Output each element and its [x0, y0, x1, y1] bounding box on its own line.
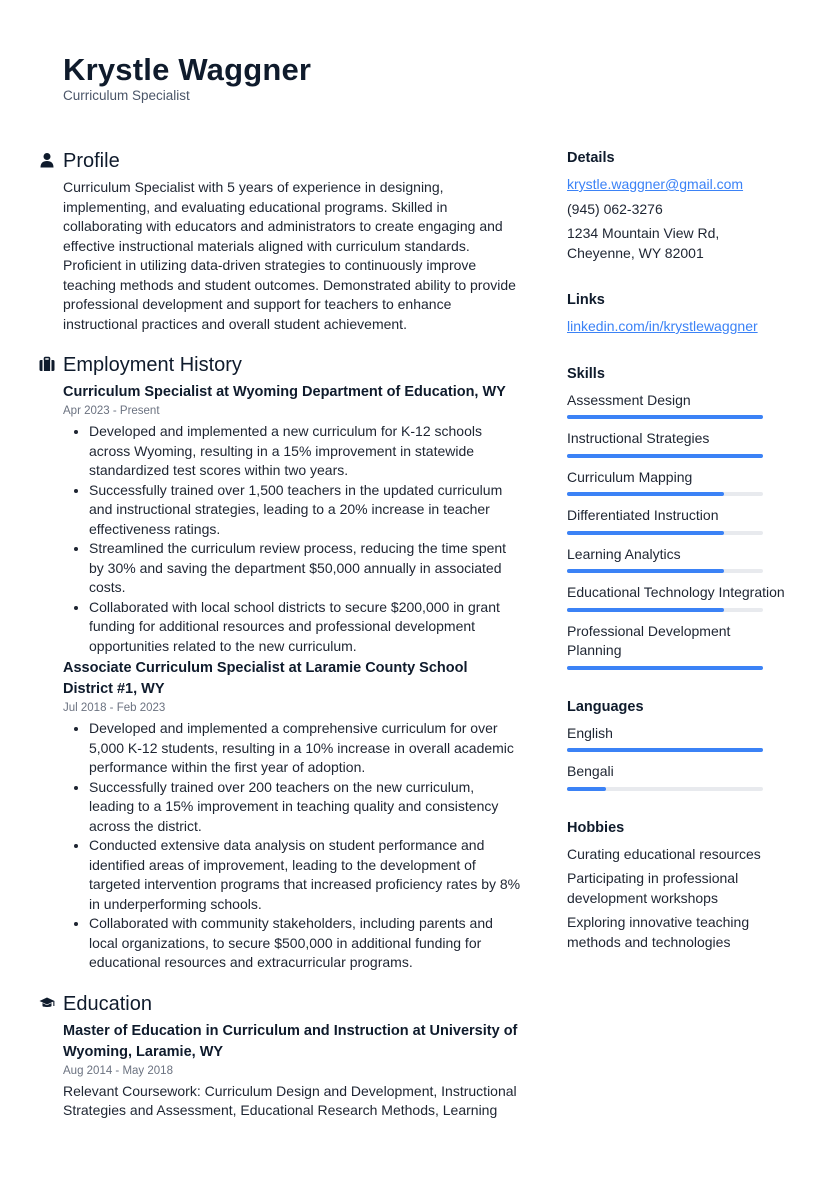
- education-section: [63, 991, 521, 1121]
- hobbies-heading: Hobbies: [567, 819, 625, 836]
- degree-title: Master of Education in Curriculum and Instruction at University of Wyoming, Laramie, WY: [63, 1022, 518, 1060]
- sidebar: [567, 147, 787, 978]
- skill-item-level-fill: [567, 608, 724, 612]
- job-entry: [63, 658, 521, 973]
- skills-block: [567, 363, 787, 670]
- briefcase-icon: [39, 356, 55, 372]
- person-icon: [39, 152, 55, 168]
- education-heading: Education: [63, 992, 152, 1015]
- skill-item: [567, 622, 787, 670]
- skill-item-level-fill: [567, 666, 763, 670]
- skill-item-level-bar: [567, 454, 763, 458]
- skill-item-name: Assessment Design: [567, 391, 691, 408]
- job-bullet: • Successfully trained over 200 teachers on the new curriculum, leading to a 15% improvement in teaching quality and consistency across the district.: [89, 778, 521, 837]
- job-bullet: • Successfully trained over 1,500 teachers in the updated curriculum and instructional strategies, leading to a 20% increase in teacher effectiveness ratings.: [89, 481, 521, 540]
- skill-item-level-fill: [567, 415, 763, 419]
- skill-item: [567, 391, 787, 420]
- skill-item-level-bar: [567, 666, 763, 670]
- language-item: [567, 724, 787, 753]
- details-heading: Details: [567, 150, 615, 166]
- address: 1234 Mountain View Rd, Cheyenne, WY 82001: [567, 225, 720, 261]
- job-bullet: • Collaborated with community stakeholders, including parents and local organizations, to secure $500,000 in additional funding for educational resources and extracurricular programs.: [89, 914, 521, 973]
- language-item-name: Bengali: [567, 763, 614, 779]
- skills-list: [567, 391, 787, 670]
- profile-text: Curriculum Specialist with 5 years of experience in designing, implementing, and evaluating educational programs. Skilled in collaborating with educators and administrators to create engaging and effective instructional materials aligned with curriculum standards. Proficient in utilizing data-driven strategies to continuously improve teaching methods and student outcomes. Demonstrated ability to provide professional development and support for teachers to enhance instructional practices and overall student achievement.: [63, 179, 516, 332]
- language-item-level-bar: [567, 748, 763, 752]
- languages-block: [567, 696, 787, 791]
- links-heading: Links: [567, 292, 605, 308]
- candidate-name: Krystle Waggner: [63, 52, 312, 87]
- skill-item: [567, 583, 787, 612]
- job-bullet: • Collaborated with local school districts to secure $200,000 in grant funding for additional resources and professional development opportunities related to the new curriculum.: [89, 598, 521, 657]
- language-item: [567, 762, 787, 791]
- employment-section: [63, 352, 521, 973]
- skill-item-level-bar: [567, 415, 763, 419]
- language-item-level-bar: [567, 787, 763, 791]
- skill-item: [567, 545, 787, 574]
- skill-item-level-fill: [567, 569, 724, 573]
- skill-item-level-fill: [567, 454, 763, 458]
- language-item-level-fill: [567, 787, 606, 791]
- skill-item-level-fill: [567, 492, 724, 496]
- job-bullets: [63, 719, 521, 973]
- skill-item-level-bar: [567, 608, 763, 612]
- skills-heading: Skills: [567, 365, 605, 382]
- phone-number: (945) 062-3276: [567, 200, 663, 217]
- job-bullet: • Conducted extensive data analysis on student performance and identified areas of improvement, leading to the development of targeted intervention programs that increased proficiency rates by 8% in underperforming schools.: [89, 836, 521, 914]
- profile-section: [63, 148, 521, 334]
- skill-item-name: Instructional Strategies: [567, 430, 710, 446]
- job-title: Curriculum Specialist at Wyoming Department of Education, WY: [63, 384, 506, 400]
- skill-item-level-fill: [567, 531, 724, 535]
- links-block: [567, 289, 787, 337]
- hobbies-block: [567, 817, 787, 953]
- hobby-item: Participating in professional development workshops: [567, 870, 739, 906]
- skill-item-name: Curriculum Mapping: [567, 468, 693, 485]
- job-bullet: • Developed and implemented a new curriculum for K-12 schools across Wyoming, resulting in a 15% improvement in statewide standardized test scores within two years.: [89, 422, 521, 481]
- profile-heading: Profile: [63, 150, 120, 172]
- language-item-level-fill: [567, 748, 763, 752]
- job-title: Associate Curriculum Specialist at Laramie County School District #1, WY: [63, 660, 468, 697]
- hobby-item: Exploring innovative teaching methods and technologies: [567, 914, 750, 950]
- hobby-item: Curating educational resources: [567, 845, 761, 862]
- education-dates: Aug 2014 - May 2018: [63, 1064, 173, 1077]
- email-link[interactable]: krystle.waggner@gmail.com: [567, 176, 744, 192]
- skill-item-name: Professional Development Planning: [567, 622, 731, 658]
- employment-heading: Employment History: [63, 354, 242, 376]
- skill-item-name: Differentiated Instruction: [567, 507, 719, 523]
- job-bullet: • Streamlined the curriculum review process, reducing the time spent by 30% and saving the department $50,000 annually in associated costs.: [89, 539, 521, 598]
- details-block: [567, 147, 787, 263]
- job-bullet: • Developed and implemented a comprehensive curriculum for over 5,000 K-12 students, resulting in a 10% increase in overall academic performance within the first year of adoption.: [89, 719, 521, 778]
- job-entry: [63, 382, 521, 656]
- skill-item-level-bar: [567, 569, 763, 573]
- skill-item: [567, 429, 787, 458]
- job-dates: Jul 2018 - Feb 2023: [63, 702, 166, 714]
- skill-item-level-bar: [567, 492, 763, 496]
- candidate-title: Curriculum Specialist: [63, 88, 190, 103]
- skill-item: [567, 468, 787, 497]
- main-column: [63, 148, 521, 1139]
- skill-item-level-bar: [567, 531, 763, 535]
- skill-item: [567, 506, 787, 535]
- languages-list: [567, 724, 787, 791]
- coursework-text: Relevant Coursework: Curriculum Design and Development, Instructional Strategies and Assessment, Educational Research Methods, Learning: [63, 1082, 517, 1118]
- job-bullets: [63, 422, 521, 656]
- graduation-cap-icon: [39, 995, 55, 1011]
- skill-item-name: Educational Technology Integration: [567, 584, 785, 600]
- linkedin-link[interactable]: linkedin.com/in/krystlewaggner: [567, 318, 758, 334]
- job-dates: Apr 2023 - Present: [63, 405, 160, 417]
- languages-heading: Languages: [567, 698, 644, 715]
- language-item-name: English: [567, 724, 613, 741]
- skill-item-name: Learning Analytics: [567, 545, 681, 562]
